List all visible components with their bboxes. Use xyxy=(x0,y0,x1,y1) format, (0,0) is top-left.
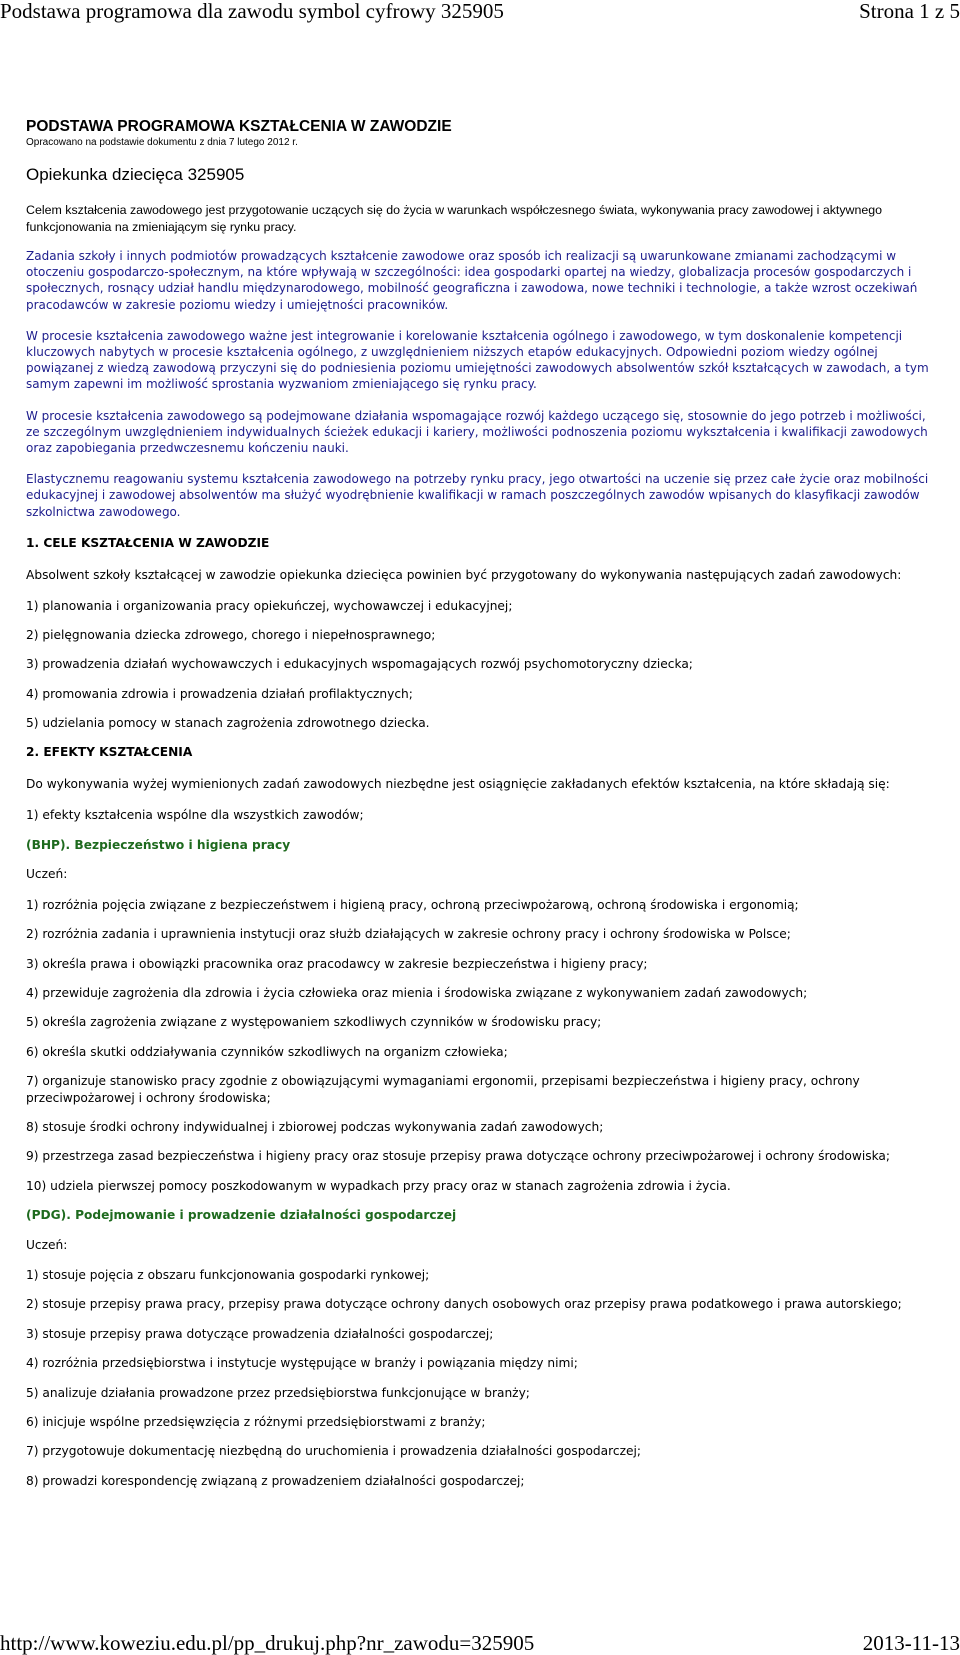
list-item: 7) organizuje stanowisko pracy zgodnie z obowiązującymi wymaganiami ergonomii, przepisami bezpieczeństwa i higieny pracy, ochrony przeciwpożarowej i ochrony środowiska; xyxy=(26,1074,860,1105)
pdg-list xyxy=(26,1267,938,1489)
list-item: 9) przestrzega zasad bezpieczeństwa i higieny pracy oraz stosuje przepisy prawa dotyczące ochrony przeciwpożarowej i ochrony środowiska; xyxy=(26,1149,891,1164)
document-subtitle: Opracowano na podstawie dokumentu z dnia 7 lutego 2012 r. xyxy=(26,137,298,148)
list-item: 5) określa zagrożenia związane z występowaniem szkodliwych czynników w środowisku pracy; xyxy=(26,1015,602,1030)
profession-heading: Opiekunka dziecięca 325905 xyxy=(26,165,245,184)
list-item: 2) stosuje przepisy prawa pracy, przepisy prawa dotyczące ochrony danych osobowych oraz przepisy prawa podatkowego i prawa autorskiego; xyxy=(26,1297,902,1312)
list-item: 6) określa skutki oddziaływania czynników szkodliwych na organizm człowieka; xyxy=(26,1044,508,1059)
list-item: 3) określa prawa i obowiązki pracownika oraz pracodawcy w zakresie bezpieczeństwa i higieny pracy; xyxy=(26,956,648,971)
list-item: 7) przygotowuje dokumentację niezbędną do uruchomienia i prowadzenia działalności gospodarczej; xyxy=(26,1444,641,1459)
list-item: 4) rozróżnia przedsiębiorstwa i instytucje występujące w branży i powiązania między nimi; xyxy=(26,1356,578,1371)
bhp-list xyxy=(26,897,938,1194)
page-number: Strona 1 z 5 xyxy=(859,0,960,23)
print-header xyxy=(0,0,960,30)
list-item: 8) prowadzi korespondencję związaną z prowadzeniem działalności gospodarczej; xyxy=(26,1473,525,1488)
list-item: 6) inicjuje wspólne przedsięwzięcia z różnymi przedsiębiorstwami z branży; xyxy=(26,1415,486,1430)
list-item: 10) udziela pierwszej pomocy poszkodowanym w wypadkach przy pracy oraz w stanach zagrożenia zdrowia i życia. xyxy=(26,1178,731,1193)
goals-list xyxy=(26,598,938,732)
list-item: 2) rozróżnia zadania i uprawnienia instytucji oraz służb działających w zakresie ochrony pracy i ochrony środowiska w Polsce; xyxy=(26,927,791,942)
list-item: 8) stosuje środki ochrony indywidualnej i zbiorowej podczas wykonywania zadań zawodowych; xyxy=(26,1119,604,1134)
list-item: 4) przewiduje zagrożenia dla zdrowia i życia człowieka oraz mienia i środowiska związane z wykonywaniem zadań zawodowych; xyxy=(26,985,808,1000)
list-item: 1) efekty kształcenia wspólne dla wszystkich zawodów; xyxy=(26,807,364,822)
subsection-heading-bhp: (BHP). Bezpieczeństwo i higiena pracy xyxy=(26,837,291,852)
source-url: http://www.koweziu.edu.pl/pp_drukuj.php?nr_zawodu=325905 xyxy=(0,1631,535,1655)
list-item: 5) analizuje działania prowadzone przez przedsiębiorstwa funkcjonujące w branży; xyxy=(26,1385,530,1400)
print-date: 2013-11-13 xyxy=(862,1631,960,1655)
print-footer xyxy=(0,1628,960,1654)
header-title: Podstawa programowa dla zawodu symbol cyfrowy 325905 xyxy=(0,0,504,23)
section-lead: Absolwent szkoły kształcącej w zawodzie opiekunka dziecięca powinien być przygotowany do wykonywania następujących zadań zawodowych: xyxy=(26,568,902,583)
list-item: 2) pielęgnowania dziecka zdrowego, chorego i niepełnosprawnego; xyxy=(26,628,436,643)
paragraph: W procesie kształcenia zawodowego ważne jest integrowanie i korelowanie kształcenia ogólnego i zawodowego, w tym doskonalenie kompetencji kluczowych nabytych w procesie kształcenia ogólnego, z uwzględnieniem niższych etapów edukacyjnych. Odpowiedni poziom wiedzy ogólnej powiązanej z wiedzą zawodową przyczyni się do podniesienia poziomu umiejętności zawodowych absolwentów szkół kształcących w zawodach, a tym samym zapewni im możliwość sprostania wyzwaniom zmieniającego się rynku pracy. xyxy=(26,328,929,392)
section-heading-effects: 2. EFEKTY KSZTAŁCENIA xyxy=(26,744,193,759)
student-label: Uczeń: xyxy=(26,867,68,882)
intro-paragraph: Celem kształcenia zawodowego jest przygotowanie uczących się do życia w warunkach współczesnego świata, wykonywania pracy zawodowej i aktywnego funkcjonowania na zmieniającym się rynku pracy. xyxy=(26,203,883,234)
paragraph: Zadania szkoły i innych podmiotów prowadzących kształcenie zawodowe oraz sposób ich realizacji są uwarunkowane zmianami zachodzącymi w otoczeniu gospodarczo-społecznym, na które wpływają w szczególności: idea gospodarki opartej na wiedzy, globalizacja procesów gospodarczych i społecznych, rosnący udział handlu międzynarodowego, mobilność geograficzna i zawodowa, nowe techniki i technologie, a także wzrost oczekiwań pracodawców w zakresie poziomu wiedzy i umiejętności pracowników. xyxy=(26,249,918,312)
list-item: 5) udzielania pomocy w stanach zagrożenia zdrowotnego dziecka. xyxy=(26,716,430,731)
paragraph: Elastycznemu reagowaniu systemu kształcenia zawodowego na potrzeby rynku pracy, jego otwartości na uczenie się przez całe życie oraz mobilności edukacyjnej i zawodowej absolwentów ma służyć wyodrębnienie kwalifikacji w ramach poszczególnych zawodów wpisanych do klasyfikacji zawodów szkolnictwa zawodowego. xyxy=(26,472,929,519)
subsection-heading-pdg: (PDG). Podejmowanie i prowadzenie działalności gospodarczej xyxy=(26,1208,457,1223)
list-item: 3) prowadzenia działań wychowawczych i edukacyjnych wspomagających rozwój psychomotoryczny dziecka; xyxy=(26,657,693,672)
section-lead: Do wykonywania wyżej wymienionych zadań zawodowych niezbędne jest osiągnięcie zakładanych efektów kształcenia, na które składają się: xyxy=(26,777,890,792)
list-item: 1) rozróżnia pojęcia związane z bezpieczeństwem i higieną pracy, ochroną przeciwpożarową, ochroną środowiska i ergonomią; xyxy=(26,897,799,912)
document-body xyxy=(26,118,938,1502)
paragraph: W procesie kształcenia zawodowego są podejmowane działania wspomagające rozwój każdego uczącego się, stosownie do jego potrzeb i możliwości, ze szczególnym uwzględnieniem indywidualnych ścieżek edukacji i kariery, możliwości podnoszenia poziomu wykształcenia i kwalifikacji zawodowych oraz zapobiegania przedwczesnemu kończeniu nauki. xyxy=(26,408,928,456)
list-item: 4) promowania zdrowia i prowadzenia działań profilaktycznych; xyxy=(26,686,413,701)
section-heading-goals: 1. CELE KSZTAŁCENIA W ZAWODZIE xyxy=(26,535,270,550)
document-title: PODSTAWA PROGRAMOWA KSZTAŁCENIA W ZAWODZIE xyxy=(26,118,452,135)
list-item: 3) stosuje przepisy prawa dotyczące prowadzenia działalności gospodarczej; xyxy=(26,1326,494,1341)
list-item: 1) planowania i organizowania pracy opiekuńczej, wychowawczej i edukacyjnej; xyxy=(26,598,513,613)
list-item: 1) stosuje pojęcia z obszaru funkcjonowania gospodarki rynkowej; xyxy=(26,1268,430,1282)
student-label: Uczeń: xyxy=(26,1237,68,1252)
